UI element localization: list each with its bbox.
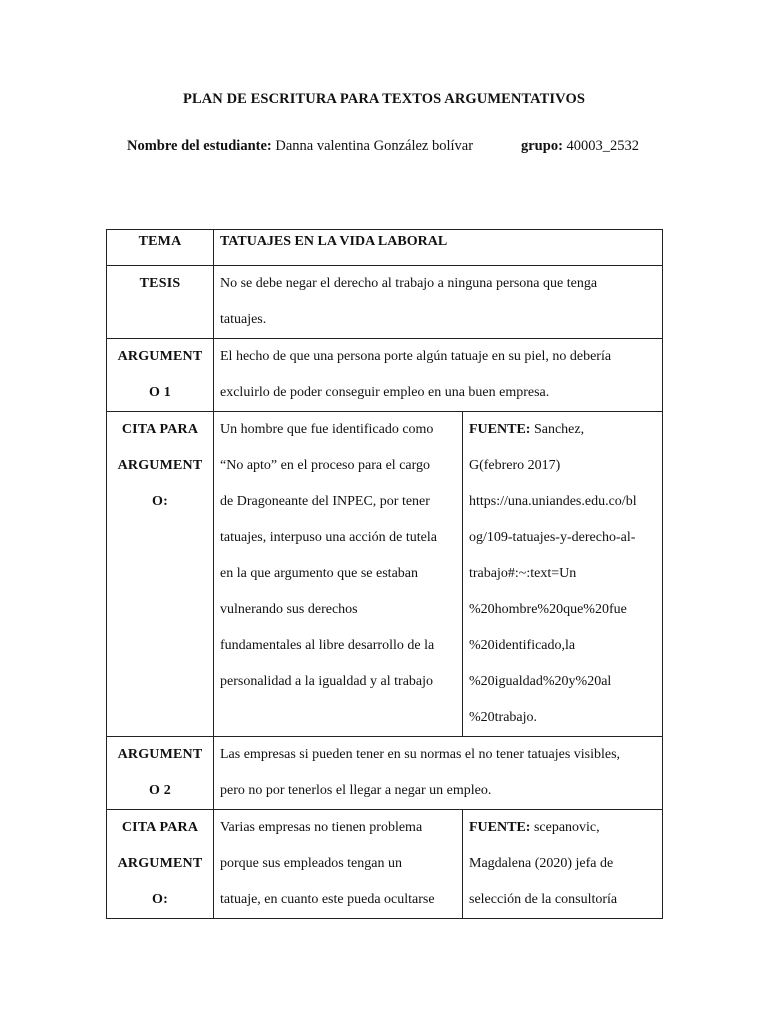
cita-1-line: fundamentales al libre desarrollo de la	[220, 638, 435, 653]
tesis-label: TESIS	[107, 266, 214, 339]
source-1-link-line: %20identificado,la	[469, 638, 576, 653]
cita-1-label: CITA PARA ARGUMENT O:	[107, 412, 214, 737]
tesis-line: tatuajes.	[220, 312, 267, 327]
cita-2-line: Varias empresas no tienen problema	[220, 820, 423, 835]
cita-2-line: tatuaje, en cuanto este pueda ocultarse	[220, 892, 435, 907]
source-2-first-line	[469, 810, 656, 846]
row-argumento-2	[107, 737, 663, 810]
row-tema	[107, 230, 663, 266]
row-tesis	[107, 266, 663, 339]
argumento-1-value	[214, 339, 663, 412]
cita-2-source	[463, 810, 663, 919]
source-2-line: Magdalena (2020) jefa de	[469, 856, 614, 871]
source-2-label: FUENTE:	[469, 820, 531, 835]
group-value: 40003_2532	[566, 138, 640, 154]
cita-1-line: de Dragoneante del INPEC, por tener	[220, 494, 430, 509]
student-name: Danna valentina González bolívar	[275, 138, 474, 154]
tesis-value	[214, 266, 663, 339]
writing-plan-table	[106, 229, 663, 919]
argumento-2-value	[214, 737, 663, 810]
cita-1-line: personalidad a la igualdad y al trabajo	[220, 674, 434, 689]
cita-2-quote	[214, 810, 463, 919]
student-line	[127, 138, 473, 155]
cita-1-line: tatuajes, interpuso una acción de tutela	[220, 530, 437, 545]
source-1-link-line: %20igualdad%20y%20al	[469, 674, 612, 689]
group-label: grupo:	[521, 138, 563, 154]
source-1-label: FUENTE:	[469, 422, 531, 437]
argumento-2-line: Las empresas si pueden tener en su normas el no tener tatuajes visibles,	[220, 747, 621, 762]
cita-2-label: CITA PARA ARGUMENT O:	[107, 810, 214, 919]
argumento-1-line: El hecho de que una persona porte algún tatuaje en su piel, no debería	[220, 349, 612, 364]
document-title: PLAN DE ESCRITURA PARA TEXTOS ARGUMENTATIVOS	[183, 91, 585, 107]
argumento-2-line: pero no por tenerlos el llegar a negar un empleo.	[220, 783, 492, 798]
row-cita-2	[107, 810, 663, 919]
cita-1-line: “No apto” en el proceso para el cargo	[220, 458, 431, 473]
source-1-link-line: %20trabajo.	[469, 710, 538, 725]
argumento-1-label: ARGUMENT O 1	[107, 339, 214, 412]
row-cita-1	[107, 412, 663, 737]
source-1-author: Sanchez,	[533, 422, 585, 437]
cita-1-line: en la que argumento que se estaban	[220, 566, 419, 581]
tema-label: TEMA	[107, 230, 214, 266]
source-1-link-line: trabajo#:~:text=Un	[469, 566, 577, 581]
row-argumento-1	[107, 339, 663, 412]
source-1-link-line: https://una.uniandes.edu.co/bl	[469, 494, 637, 509]
student-label: Nombre del estudiante:	[127, 138, 272, 154]
cita-1-source	[463, 412, 663, 737]
cita-2-line: porque sus empleados tengan un	[220, 856, 402, 871]
source-1-link-line: %20hombre%20que%20fue	[469, 602, 627, 617]
source-1-link-line: og/109-tatuajes-y-derecho-al-	[469, 530, 636, 545]
tema-value: TATUAJES EN LA VIDA LABORAL	[214, 230, 663, 266]
cita-1-line: vulnerando sus derechos	[220, 602, 358, 617]
argumento-2-label: ARGUMENT O 2	[107, 737, 214, 810]
cita-1-quote	[214, 412, 463, 737]
source-2-author: scepanovic,	[533, 820, 600, 835]
tesis-line: No se debe negar el derecho al trabajo a ninguna persona que tenga	[220, 276, 598, 291]
source-1-line: G(febrero 2017)	[469, 458, 561, 473]
source-2-line: selección de la consultoría	[469, 892, 618, 907]
group-line	[521, 138, 639, 155]
argumento-1-line: excluirlo de poder conseguir empleo en una buen empresa.	[220, 385, 550, 400]
cita-1-line: Un hombre que fue identificado como	[220, 422, 434, 437]
source-1-first-line	[469, 412, 656, 448]
